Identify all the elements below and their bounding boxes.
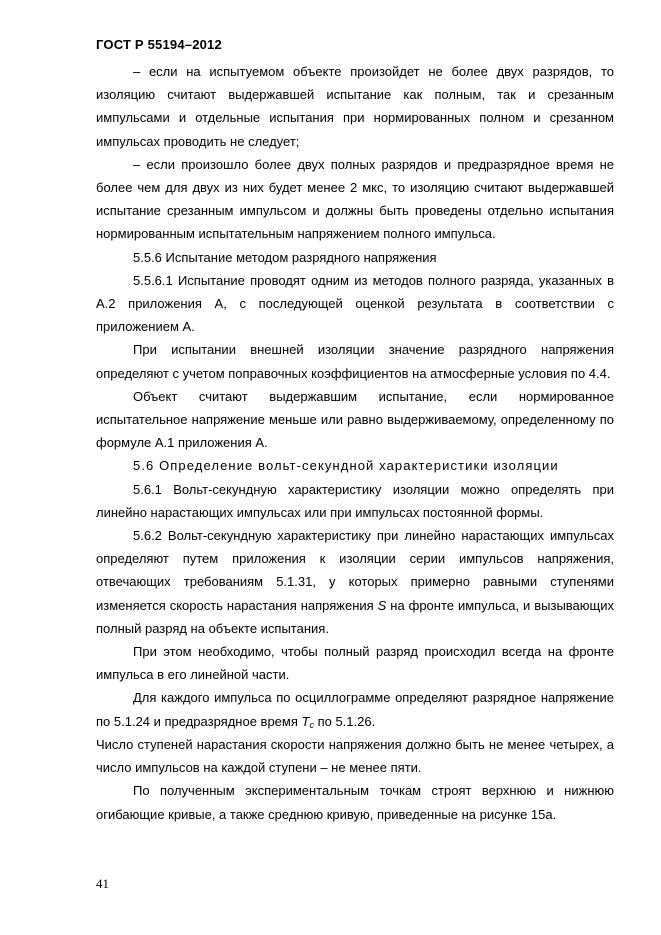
document-body xyxy=(96,60,614,826)
paragraph-number-of-steps: Число ступеней нарастания скорости напряжения должно быть не менее четырех, а число импульсов на каждой ступени – не менее пяти. xyxy=(96,736,614,776)
paragraph-5-5-6-1: 5.5.6.1 Испытание проводят одним из методов полного разряда, указанных в А.2 приложения А, с последующей оценкой результата в соответствии с приложением А. xyxy=(96,272,614,335)
paragraph-5-6-2 xyxy=(96,524,614,640)
section-heading-5-6: 5.6 Определение вольт-секундной характеристики изоляции xyxy=(133,458,559,474)
paragraph-5-6-1: 5.6.1 Вольт-секундную характеристику изоляции можно определять при линейно нарастающих импульсах или при импульсах постоянной формы. xyxy=(96,481,614,520)
paragraph-envelope-curves: По полученным экспериментальным точкам строят верхнюю и нижнюю огибающие кривые, а также среднюю кривую, приведенные на рисунке 15а. xyxy=(96,783,614,822)
page-number: 41 xyxy=(96,876,109,891)
symbol-t: T xyxy=(301,713,310,729)
paragraph-more-discharges: – если произошло более двух полных разрядов и предразрядное время не более чем для двух из них будет менее 2 мкс, то изоляцию считают выдержавшей испытание срезанным импульсом и должны быть проведены отдельно испытания нормированным испытательным напряжением полного импульса. xyxy=(96,156,614,242)
paragraph-each-impulse-part-a: Для каждого импульса по осциллограмме определяют разрядное напряжение по 5.1.24 и предразрядное время xyxy=(96,690,614,729)
paragraph-object-passed: Объект считают выдержавшим испытание, если нормированное испытательное напряжение меньше или равно выдерживаемому, определенному по формуле А.1 приложения А. xyxy=(96,388,614,451)
paragraph-external-insulation: При испытании внешней изоляции значение разрядного напряжения определяют с учетом поправочных коэффициентов на атмосферные условия по 4.4. xyxy=(96,342,614,381)
symbol-t-subscript-text: c xyxy=(309,719,314,730)
paragraph-5-6-2-part-b: на фронте импульса, и вызывающих полный разряд на объекте испытания. xyxy=(96,597,614,636)
section-heading-5-5-6: 5.5.6 Испытание методом разрядного напряжения xyxy=(133,249,437,265)
paragraph-front-discharge: При этом необходимо, чтобы полный разряд происходил всегда на фронте импульса в его линейной части. xyxy=(96,644,614,683)
paragraph-each-impulse xyxy=(96,686,614,732)
symbol-s: S xyxy=(377,597,387,613)
paragraph-two-discharges: – если на испытуемом объекте произойдет не более двух разрядов, то изоляцию считают выдержавшей испытание как полным, так и срезанным импульсами и отдельные испытания при нормированных полном и срезанном импульсах проводить не следует; xyxy=(96,64,614,149)
paragraph-each-impulse-part-b: по 5.1.26. xyxy=(313,713,376,729)
paragraph-5-6-2-part-a: 5.6.2 Вольт-секундную характеристику при линейно нарастающих импульсах определяют путем приложения к изоляции серии импульсов напряжения, отвечающих требованиям 5.1.31, у которых примерно равными ступенями изменяется скорость нарастания напряжения xyxy=(96,528,614,613)
standard-header: ГОСТ Р 55194–2012 xyxy=(96,37,222,52)
